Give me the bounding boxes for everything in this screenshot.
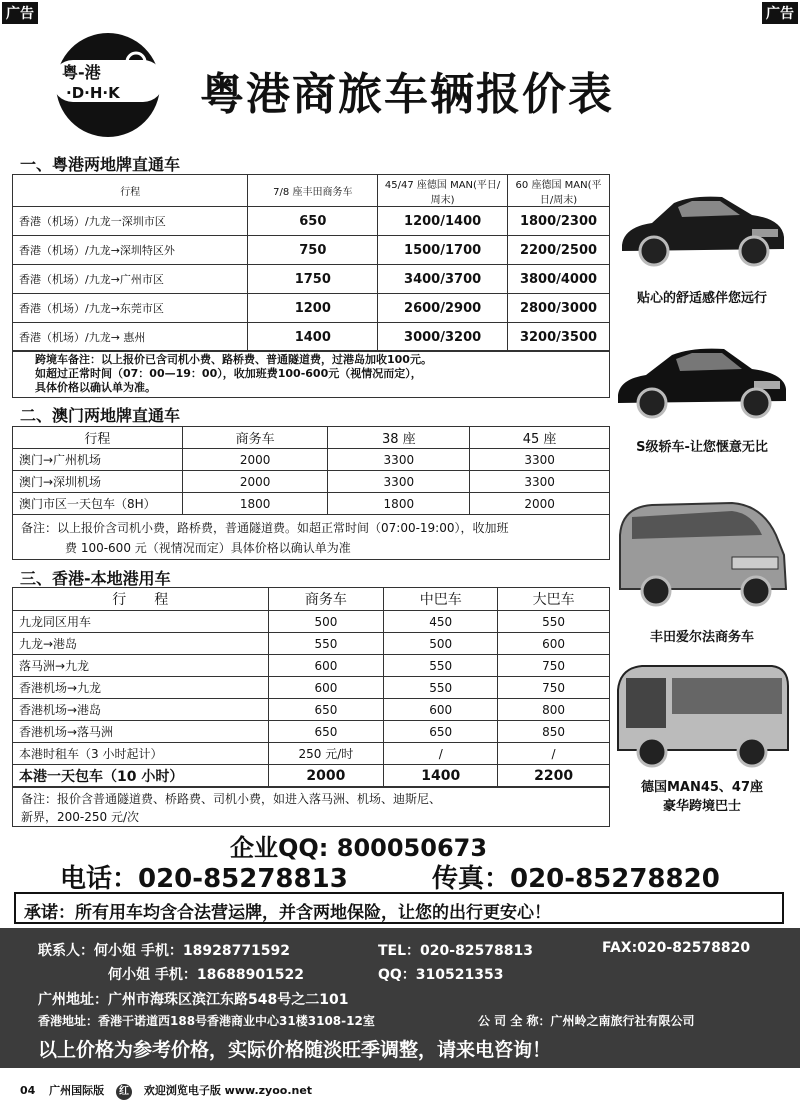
table-row bbox=[13, 323, 610, 352]
table-row bbox=[13, 471, 610, 493]
car-caption-3: 丰田爱尔法商务车 bbox=[649, 630, 754, 645]
table-macau bbox=[12, 426, 610, 515]
table-cell: 香港（机场）/九龙→ 惠州 bbox=[13, 323, 248, 352]
table-row bbox=[13, 611, 610, 633]
table-cell: 1400 bbox=[248, 323, 378, 352]
table-cell: 3300 bbox=[470, 471, 610, 493]
table-cell: 1400 bbox=[384, 765, 498, 787]
table-cell: 2000 bbox=[470, 493, 610, 515]
table-header-row bbox=[13, 588, 610, 611]
table-cell: 香港（机场）/九龙一深圳市区 bbox=[13, 207, 248, 236]
section3-title: 三、香港-本地港用车 bbox=[20, 569, 171, 588]
table-cell: 500 bbox=[384, 633, 498, 655]
car-caption-4: 德国MAN45、47座 豪华跨境巴士 bbox=[640, 780, 764, 814]
col-header: 7/8 座丰田商务车 bbox=[248, 175, 378, 207]
table-row bbox=[13, 493, 610, 515]
table-row bbox=[13, 236, 610, 265]
table-cell: 香港（机场）/九龙→广州市区 bbox=[13, 265, 248, 294]
table-cell: 2200/2500 bbox=[508, 236, 610, 265]
section2-note: 备注：以上报价含司机小费，路桥费，普通隧道费。如超正常时间（07:00-19:00），收加班 费 100-600 元（视情况而定）具体价格以确认单为准 bbox=[12, 514, 610, 560]
table-cell: 香港（机场）/九龙→深圳特区外 bbox=[13, 236, 248, 265]
sedan-s-class-icon bbox=[612, 335, 792, 425]
table-row bbox=[13, 699, 610, 721]
table-cell: 行 程 bbox=[13, 588, 269, 611]
table-cell: 450 bbox=[384, 611, 498, 633]
table-cell: 九龙同区用车 bbox=[13, 611, 269, 633]
table-cell: 商务车 bbox=[268, 588, 384, 611]
table-row bbox=[13, 633, 610, 655]
page-footer bbox=[20, 1082, 312, 1100]
car-caption-2: S级轿车-让您惬意无比 bbox=[636, 440, 768, 455]
table-cell: 750 bbox=[498, 655, 610, 677]
sedan-e-class-icon bbox=[612, 175, 792, 275]
table-cell: 600 bbox=[498, 633, 610, 655]
table-cell: 3000/3200 bbox=[378, 323, 508, 352]
table-row bbox=[13, 265, 610, 294]
table-cell: 落马洲→九龙 bbox=[13, 655, 269, 677]
table-header-row bbox=[13, 427, 610, 449]
table-cell: 550 bbox=[268, 633, 384, 655]
table-cell: 750 bbox=[248, 236, 378, 265]
edition-badge-icon: 红 bbox=[116, 1084, 132, 1100]
website-link: 欢迎浏览电子版 www.zyoo.net bbox=[143, 1084, 313, 1097]
table-cell: 1750 bbox=[248, 265, 378, 294]
table-row bbox=[13, 294, 610, 323]
table-row bbox=[13, 677, 610, 699]
table-cell: 澳门→广州机场 bbox=[13, 449, 183, 471]
table-cell: 澳门→深圳机场 bbox=[13, 471, 183, 493]
ad-tag-right: 广告 bbox=[762, 2, 798, 24]
contact-person-1: 联系人：何小姐 手机：18928771592 bbox=[38, 943, 291, 959]
table-cell: 2000 bbox=[268, 765, 384, 787]
table-cell: 650 bbox=[268, 721, 384, 743]
table-cell: 香港机场→港岛 bbox=[13, 699, 269, 721]
section2-title: 二、澳门两地牌直通车 bbox=[20, 406, 181, 425]
col-header: 60 座德国 MAN(平日/周末) bbox=[508, 175, 610, 207]
col-header: 45/47 座德国 MAN(平日/周末) bbox=[378, 175, 508, 207]
table-cell: 1800 bbox=[182, 493, 328, 515]
phone-number: 电话：020-85278813 bbox=[60, 864, 348, 894]
table-row bbox=[13, 721, 610, 743]
hongkong-address: 香港地址：香港干诺道西188号香港商业中心31楼3108-12室 bbox=[38, 1014, 375, 1028]
table-cross-border-hk-gd bbox=[12, 174, 610, 352]
page-number: 04 bbox=[20, 1084, 36, 1097]
col-header: 行程 bbox=[13, 175, 248, 207]
table-cell: 3300 bbox=[328, 449, 470, 471]
table-cell: 800 bbox=[498, 699, 610, 721]
table-cell: 500 bbox=[268, 611, 384, 633]
contact-qq: QQ：310521353 bbox=[378, 967, 504, 983]
table-cell: 750 bbox=[498, 677, 610, 699]
table-cell: 2800/3000 bbox=[508, 294, 610, 323]
table-cell: 650 bbox=[248, 207, 378, 236]
table-cell: 550 bbox=[384, 677, 498, 699]
table-cell: 550 bbox=[384, 655, 498, 677]
page-title: 粤港商旅车辆报价表 bbox=[200, 69, 614, 120]
table-row bbox=[13, 743, 610, 765]
table-cell: 1500/1700 bbox=[378, 236, 508, 265]
price-disclaimer: 以上价格为参考价格，实际价格随淡旺季调整，请来电咨询！ bbox=[38, 1039, 552, 1061]
table-cell: 商务车 bbox=[182, 427, 328, 449]
table-cell: 600 bbox=[268, 655, 384, 677]
section1-title: 一、粤港两地牌直通车 bbox=[20, 155, 181, 174]
company-name: 公 司 全 称：广州岭之南旅行社有限公司 bbox=[478, 1014, 695, 1028]
fax-number: 传真：020-85278820 bbox=[432, 864, 720, 894]
contact-tel: TEL：020-82578813 bbox=[378, 943, 533, 959]
table-cell: 本港一天包车（10 小时） bbox=[13, 765, 269, 787]
table-row bbox=[13, 655, 610, 677]
table-cell: 45 座 bbox=[470, 427, 610, 449]
table-cell: 香港（机场）/九龙→东莞市区 bbox=[13, 294, 248, 323]
table-cell: 1200/1400 bbox=[378, 207, 508, 236]
table-cell: 2600/2900 bbox=[378, 294, 508, 323]
table-cell: / bbox=[498, 743, 610, 765]
table-row bbox=[13, 765, 610, 787]
ad-tag-left: 广告 bbox=[2, 2, 38, 24]
table-cell: 3200/3500 bbox=[508, 323, 610, 352]
table-cell: 1800/2300 bbox=[508, 207, 610, 236]
table-cell: 3400/3700 bbox=[378, 265, 508, 294]
table-cell: 香港机场→九龙 bbox=[13, 677, 269, 699]
table-cell: 中巴车 bbox=[384, 588, 498, 611]
man-coach-bus-icon bbox=[612, 660, 792, 770]
table-header-row bbox=[13, 175, 610, 207]
table-cell: / bbox=[384, 743, 498, 765]
table-cell: 澳门市区一天包车（8H） bbox=[13, 493, 183, 515]
table-cell: 650 bbox=[384, 721, 498, 743]
table-cell: 3300 bbox=[328, 471, 470, 493]
table-cell: 38 座 bbox=[328, 427, 470, 449]
table-cell: 3300 bbox=[470, 449, 610, 471]
table-cell: 250 元/时 bbox=[268, 743, 384, 765]
logo-top-text: 粤-港 bbox=[62, 63, 101, 82]
table-cell: 1800 bbox=[328, 493, 470, 515]
guangzhou-address: 广州地址：广州市海珠区滨江东路548号之二101 bbox=[38, 992, 349, 1008]
table-cell: 九龙→港岛 bbox=[13, 633, 269, 655]
table-cell: 850 bbox=[498, 721, 610, 743]
table-cell: 香港机场→落马洲 bbox=[13, 721, 269, 743]
table-cell: 1200 bbox=[248, 294, 378, 323]
table-cell: 2200 bbox=[498, 765, 610, 787]
edition-name: 广州国际版 bbox=[49, 1084, 105, 1097]
table-cell: 2000 bbox=[182, 471, 328, 493]
table-hk-local bbox=[12, 587, 610, 787]
table-cell: 3800/4000 bbox=[508, 265, 610, 294]
section1-note: 跨境车备注：以上报价已含司机小费、路桥费、普通隧道费，过港岛加收100元。 如超过正常时间（07：00—19：00），收加班费100-600元（视情况而定）， 具体价格以确认单为准。 bbox=[12, 350, 610, 398]
section3-note: 备注：报价含普通隧道费、桥路费、司机小费，如进入落马洲、机场、迪斯尼、 新界，200-250 元/次 bbox=[12, 787, 610, 827]
dhk-logo bbox=[48, 30, 168, 140]
table-cell: 行程 bbox=[13, 427, 183, 449]
table-cell: 550 bbox=[498, 611, 610, 633]
table-cell: 600 bbox=[268, 677, 384, 699]
company-qq: 企业QQ: 800050673 bbox=[230, 834, 488, 862]
table-cell: 2000 bbox=[182, 449, 328, 471]
car-caption-1: 贴心的舒适感伴您远行 bbox=[636, 291, 767, 306]
table-cell: 大巴车 bbox=[498, 588, 610, 611]
logo-bottom-text: ·D·H·K bbox=[66, 84, 120, 102]
contact-fax: FAX:020-82578820 bbox=[602, 940, 751, 956]
table-cell: 600 bbox=[384, 699, 498, 721]
table-row bbox=[13, 449, 610, 471]
contact-person-2: 何小姐 手机：18688901522 bbox=[108, 967, 305, 983]
table-cell: 650 bbox=[268, 699, 384, 721]
contact-panel bbox=[0, 928, 800, 1068]
toyota-alphard-van-icon bbox=[612, 495, 792, 615]
table-row bbox=[13, 207, 610, 236]
promise-banner: 承诺：所有用车均含合法营运牌，并含两地保险，让您的出行更安心！ bbox=[14, 892, 784, 924]
table-cell: 本港时租车（3 小时起计） bbox=[13, 743, 269, 765]
